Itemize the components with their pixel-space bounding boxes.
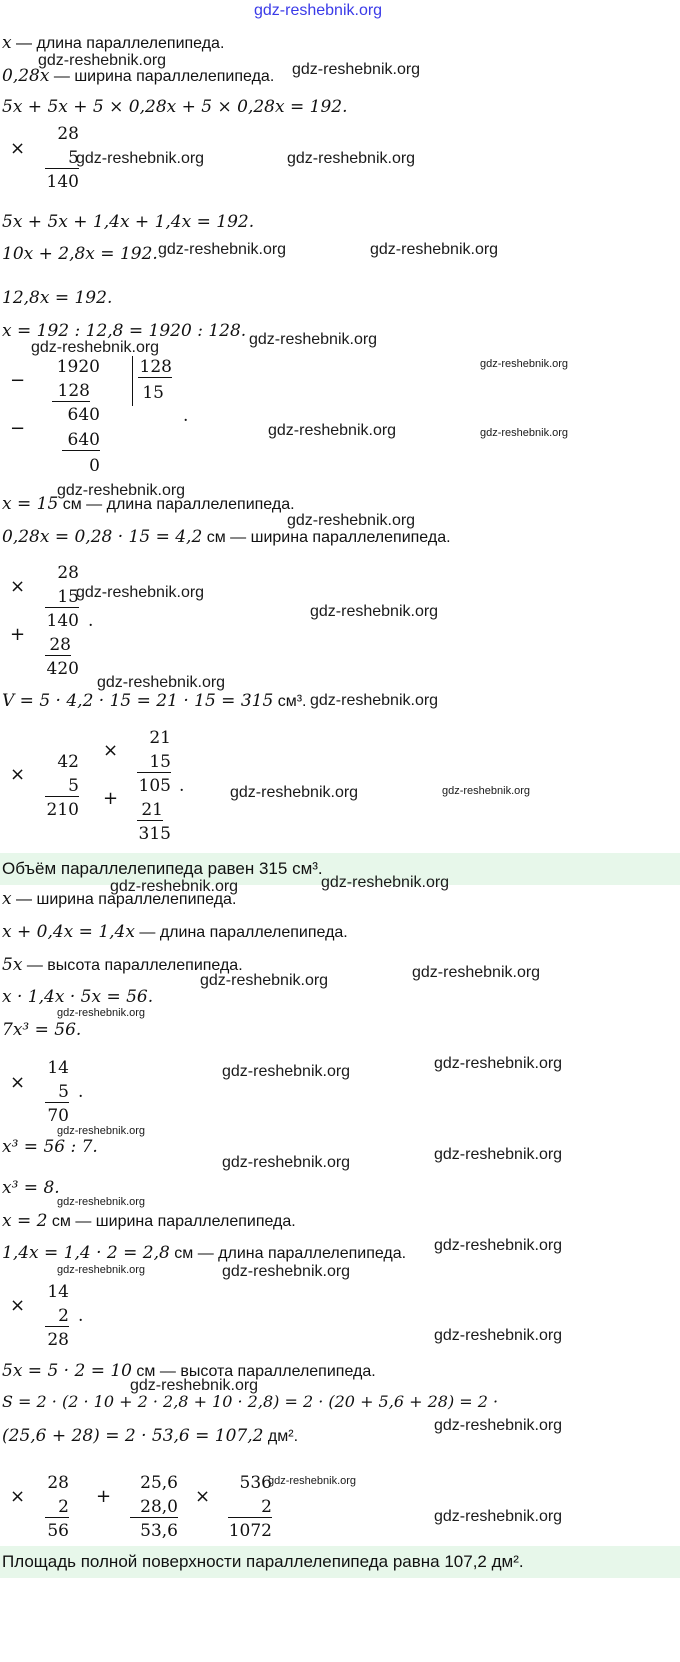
p1-mult4-plus: + — [103, 788, 119, 809]
p1-mult2-p1: 140 — [46, 611, 79, 631]
watermark: gdz-reshebnik.org — [268, 422, 397, 439]
p2-l9-math: 1,4x = 1,4 · 2 = 2,8 — [2, 1243, 170, 1263]
p1-mult3-op: × — [10, 764, 26, 785]
watermark: gdz-reshebnik.org — [287, 512, 416, 529]
p2-mult3-r: 56 — [47, 1521, 69, 1541]
p2-mult1-r: 70 — [47, 1106, 69, 1126]
p1-mult1-r: 140 — [46, 172, 79, 192]
p2-l9-text: см — длина параллелепипеда. — [169, 1245, 407, 1262]
watermark: gdz-reshebnik.org — [370, 241, 499, 258]
watermark: gdz-reshebnik.org — [480, 358, 569, 370]
p1-l9-text: см — ширина параллелепипеда. — [202, 529, 451, 546]
watermark: gdz-reshebnik.org — [287, 150, 416, 167]
p1-mult2-b: 15 — [45, 587, 79, 608]
p2-mult3-b: 2 — [45, 1497, 69, 1518]
p1-mult3-b: 5 — [45, 776, 79, 797]
p2-line-2 — [2, 922, 348, 942]
p1-mult1-b: 5 — [45, 148, 79, 169]
p1-l1-math: x — [2, 33, 12, 53]
answer-2-unit: дм². — [486, 1552, 524, 1571]
p1-mult3-r: 210 — [46, 800, 79, 820]
p1-div-s2: 640 — [62, 430, 100, 451]
p1-div-rem: 0 — [89, 456, 100, 476]
watermark: gdz-reshebnik.org — [200, 972, 329, 989]
p2-l3-text: — высота параллелепипеда. — [22, 957, 243, 974]
p2-mult4-r: 1072 — [228, 1521, 272, 1541]
watermark: gdz-reshebnik.org — [57, 482, 186, 499]
p2-l10-text: см — высота параллелепипеда. — [131, 1363, 376, 1380]
p2-l12-math: (25,6 + 28) = 2 · 53,6 = 107,2 — [2, 1426, 264, 1446]
p1-l10-text: см³. — [273, 693, 307, 710]
answer-2-text: Площадь полной поверхности параллелепипеда равна — [2, 1552, 445, 1571]
watermark: gdz-reshebnik.org — [76, 150, 205, 167]
p1-mult2-r: 420 — [46, 659, 79, 679]
p2-line-5: 7x³ = 56. — [2, 1020, 82, 1040]
p1-line-6: 12,8x = 192. — [2, 288, 113, 308]
p2-l10-math: 5x = 5 · 2 = 10 — [2, 1361, 132, 1381]
p2-add1-b: 28,0 — [130, 1497, 178, 1518]
p1-line-7: x = 192 : 12,8 = 1920 : 128. — [2, 321, 247, 341]
p1-div-s1: 128 — [52, 381, 90, 402]
watermark: gdz-reshebnik.org — [292, 61, 421, 78]
p2-l12-text: дм². — [263, 1428, 299, 1445]
p1-l8-math: x = 15 — [2, 494, 59, 514]
p2-line-11: S = 2 · (2 · 10 + 2 · 2,8 + 10 · 2,8) = 2 · (20 + 5,6 + 28) = 2 · — [2, 1392, 499, 1411]
p1-mult4-p2: 21 — [137, 800, 163, 821]
watermark: gdz-reshebnik.org — [310, 603, 439, 620]
p1-l9-math: 0,28x = 0,28 · 15 = 4,2 — [2, 527, 203, 547]
watermark: gdz-reshebnik.org — [249, 331, 378, 348]
watermark: gdz-reshebnik.org — [412, 964, 541, 981]
p2-mult4-op: × — [195, 1486, 211, 1507]
p2-mult4-a: 536 — [239, 1473, 272, 1493]
watermark: gdz-reshebnik.org — [57, 1264, 146, 1276]
p1-line-3: 5x + 5x + 5 × 0,28x + 5 × 0,28x = 192. — [2, 97, 348, 117]
p2-l1-math: x — [2, 889, 12, 909]
p1-line-1 — [2, 33, 224, 53]
p1-mult2-plus: + — [10, 624, 26, 645]
watermark: gdz-reshebnik.org — [442, 785, 531, 797]
answer-2-value: 107,2 — [444, 1552, 487, 1571]
p2-l8-text: см — ширина параллелепипеда. — [47, 1213, 296, 1230]
p2-mult2-op: × — [10, 1295, 26, 1316]
answer-1 — [2, 859, 323, 879]
p1-mult4-r: 315 — [138, 824, 171, 844]
p1-div-divisor: 128 — [139, 357, 172, 377]
answer-2 — [2, 1552, 524, 1572]
p1-mult1-a: 28 — [57, 124, 79, 144]
p1-mult2-p2: 28 — [45, 635, 71, 656]
watermark: gdz-reshebnik.org — [38, 52, 167, 69]
p2-mult2-b: 2 — [45, 1306, 69, 1327]
p2-l2-math: x + 0,4x = 1,4x — [2, 922, 135, 942]
p1-mult1-op: × — [10, 138, 26, 159]
watermark: gdz-reshebnik.org — [31, 339, 160, 356]
p2-mult1-a: 14 — [47, 1058, 69, 1078]
watermark: gdz-reshebnik.org — [310, 692, 439, 709]
p2-mult2-dot: . — [78, 1306, 84, 1326]
p2-mult3-a: 28 — [47, 1473, 69, 1493]
p2-line-8 — [2, 1211, 296, 1231]
watermark: gdz-reshebnik.org — [434, 1055, 563, 1072]
p2-line-9 — [2, 1243, 406, 1263]
p2-mult1-b: 5 — [45, 1082, 69, 1103]
p1-l2-text: — ширина параллелепипеда. — [49, 68, 275, 85]
watermark: gdz-reshebnik.org — [57, 1196, 146, 1208]
answer-1-text: Объём параллелепипеда равен — [2, 859, 259, 878]
p1-mult2-op: × — [10, 576, 26, 597]
watermark: gdz-reshebnik.org — [222, 1063, 351, 1080]
p1-div-minus-2: − — [10, 418, 26, 439]
p2-mult2-a: 14 — [47, 1282, 69, 1302]
watermark: gdz-reshebnik.org — [97, 674, 226, 691]
p2-l8-math: x = 2 — [2, 1211, 48, 1231]
p1-mult4-b: 15 — [137, 752, 171, 773]
watermark: gdz-reshebnik.org — [110, 878, 239, 895]
p1-l10-math: V = 5 · 4,2 · 15 = 21 · 15 = 315 — [2, 691, 274, 711]
answer-1-value: 315 — [258, 859, 288, 878]
p1-mult3-a: 42 — [57, 752, 79, 772]
p1-l2-math: 0,28x — [2, 66, 50, 86]
p2-mult4-b: 2 — [228, 1497, 272, 1518]
watermark: gdz-reshebnik.org — [434, 1417, 563, 1434]
p1-l8-text: см — длина параллелепипеда. — [58, 496, 295, 513]
p2-mult1-op: × — [10, 1072, 26, 1093]
p1-div-minus-1: − — [10, 370, 26, 391]
p2-mult2-r: 28 — [47, 1330, 69, 1350]
watermark: gdz-reshebnik.org — [480, 427, 569, 439]
watermark: gdz-reshebnik.org — [158, 241, 287, 258]
watermark: gdz-reshebnik.org — [268, 1475, 357, 1487]
p1-mult2-dot: . — [88, 611, 94, 631]
p1-div-quot: 15 — [142, 383, 164, 403]
p1-mult4-dot: . — [179, 776, 185, 796]
watermark: gdz-reshebnik.org — [434, 1237, 563, 1254]
watermark: gdz-reshebnik.org — [230, 784, 359, 801]
p2-mult3-op: × — [10, 1486, 26, 1507]
watermark: gdz-reshebnik.org — [222, 1154, 351, 1171]
watermark: gdz-reshebnik.org — [321, 874, 450, 891]
p2-line-4: x · 1,4x · 5x = 56. — [2, 987, 154, 1007]
p1-div-dot: . — [183, 406, 189, 426]
p2-add1-a: 25,6 — [140, 1473, 178, 1493]
p1-line-10 — [2, 691, 306, 711]
watermark: gdz-reshebnik.org — [434, 1327, 563, 1344]
p1-mult4-p1: 105 — [138, 776, 171, 796]
p2-line-12 — [2, 1426, 298, 1446]
p2-add1-r: 53,6 — [140, 1521, 178, 1541]
p2-l3-math: 5x — [2, 955, 23, 975]
watermark: gdz-reshebnik.org — [222, 1263, 351, 1280]
p2-l2-text: — длина параллелепипеда. — [134, 924, 348, 941]
watermark: gdz-reshebnik.org — [130, 1377, 259, 1394]
watermark: gdz-reshebnik.org — [434, 1508, 563, 1525]
p2-l1-text: — ширина параллелепипеда. — [11, 891, 237, 908]
p2-mult1-dot: . — [78, 1082, 84, 1102]
watermark-top: gdz-reshebnik.org — [254, 2, 383, 19]
p2-line-6: x³ = 56 : 7. — [2, 1137, 98, 1157]
answer-band-2 — [0, 1546, 680, 1578]
watermark: gdz-reshebnik.org — [434, 1146, 563, 1163]
p1-div-d2: 640 — [67, 405, 100, 425]
watermark: gdz-reshebnik.org — [57, 1125, 146, 1137]
p2-add1-op: + — [96, 1486, 112, 1507]
watermark: gdz-reshebnik.org — [76, 584, 205, 601]
p1-div-d1: 1920 — [56, 357, 100, 377]
answer-1-unit: см³. — [287, 859, 323, 878]
p1-mult4-op: × — [103, 740, 119, 761]
p1-line-4: 5x + 5x + 1,4x + 1,4x = 192. — [2, 212, 255, 232]
p1-line-9 — [2, 527, 451, 547]
p1-mult2-a: 28 — [57, 563, 79, 583]
p1-mult4-a: 21 — [149, 728, 171, 748]
watermark: gdz-reshebnik.org — [57, 1007, 146, 1019]
p2-line-7: x³ = 8. — [2, 1178, 60, 1198]
p1-l1-text: — длина параллелепипеда. — [11, 35, 225, 52]
p1-line-5: 10x + 2,8x = 192. — [2, 244, 158, 264]
